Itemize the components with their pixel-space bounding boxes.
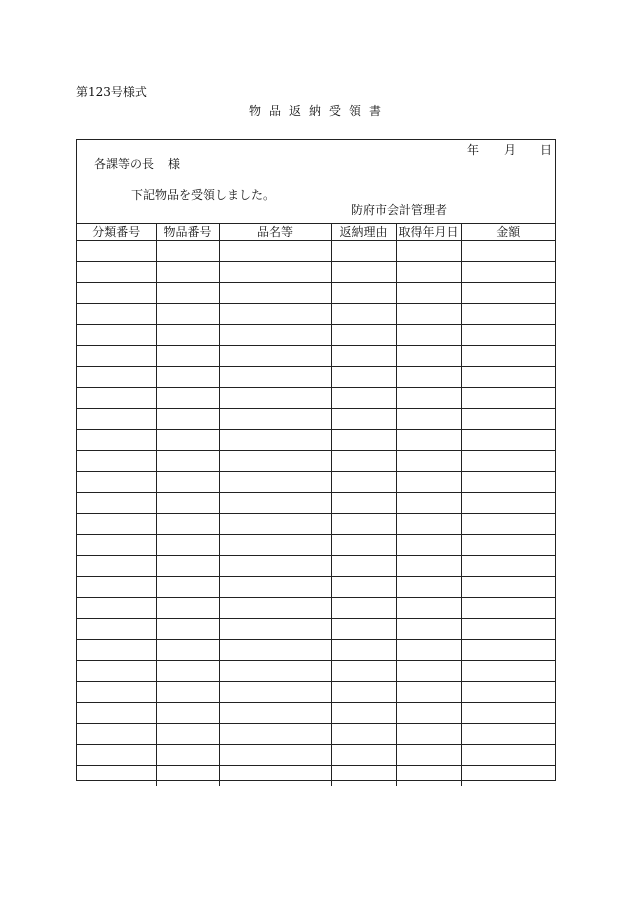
table-row	[77, 451, 555, 472]
cell-classification-number	[77, 598, 156, 619]
cell-amount	[461, 325, 555, 346]
receipt-statement: 下記物品を受領しました。	[131, 188, 276, 202]
cell-return-reason	[331, 514, 396, 535]
cell-acquisition-date	[396, 346, 461, 367]
cell-amount	[461, 640, 555, 661]
cell-classification-number	[77, 556, 156, 577]
table-row	[77, 682, 555, 703]
cell-classification-number	[77, 304, 156, 325]
cell-classification-number	[77, 325, 156, 346]
cell-acquisition-date	[396, 430, 461, 451]
cell-item-number	[156, 535, 219, 556]
cell-item-name	[219, 367, 331, 388]
cell-acquisition-date	[396, 766, 461, 787]
cell-classification-number	[77, 766, 156, 787]
cell-acquisition-date	[396, 241, 461, 262]
items-table-body	[77, 241, 555, 787]
cell-amount	[461, 388, 555, 409]
cell-item-number	[156, 703, 219, 724]
cell-item-name	[219, 409, 331, 430]
cell-amount	[461, 577, 555, 598]
cell-item-number	[156, 388, 219, 409]
column-header-acquisition-date: 取得年月日	[396, 224, 461, 241]
cell-item-number	[156, 745, 219, 766]
table-row	[77, 409, 555, 430]
cell-item-number	[156, 682, 219, 703]
cell-return-reason	[331, 493, 396, 514]
cell-item-number	[156, 493, 219, 514]
table-row	[77, 724, 555, 745]
cell-item-number	[156, 661, 219, 682]
cell-return-reason	[331, 451, 396, 472]
cell-amount	[461, 514, 555, 535]
cell-classification-number	[77, 514, 156, 535]
table-row	[77, 766, 555, 787]
cell-return-reason	[331, 262, 396, 283]
cell-item-name	[219, 430, 331, 451]
cell-amount	[461, 367, 555, 388]
title-char: 領	[349, 104, 362, 118]
cell-return-reason	[331, 661, 396, 682]
cell-return-reason	[331, 283, 396, 304]
table-row	[77, 703, 555, 724]
cell-return-reason	[331, 703, 396, 724]
cell-classification-number	[77, 472, 156, 493]
cell-amount	[461, 241, 555, 262]
cell-amount	[461, 430, 555, 451]
cell-item-name	[219, 745, 331, 766]
cell-item-name	[219, 619, 331, 640]
recipient-name: 各課等の長	[94, 157, 155, 171]
cell-return-reason	[331, 241, 396, 262]
cell-acquisition-date	[396, 724, 461, 745]
cell-return-reason	[331, 409, 396, 430]
cell-amount	[461, 535, 555, 556]
table-row	[77, 472, 555, 493]
cell-item-number	[156, 640, 219, 661]
cell-item-name	[219, 493, 331, 514]
table-row	[77, 283, 555, 304]
cell-item-number	[156, 409, 219, 430]
cell-item-number	[156, 346, 219, 367]
cell-acquisition-date	[396, 493, 461, 514]
table-row	[77, 577, 555, 598]
cell-acquisition-date	[396, 598, 461, 619]
table-row	[77, 262, 555, 283]
cell-acquisition-date	[396, 472, 461, 493]
cell-item-number	[156, 472, 219, 493]
cell-classification-number	[77, 262, 156, 283]
cell-amount	[461, 661, 555, 682]
cell-item-number	[156, 241, 219, 262]
cell-return-reason	[331, 346, 396, 367]
cell-item-number	[156, 325, 219, 346]
cell-amount	[461, 304, 555, 325]
cell-amount	[461, 472, 555, 493]
cell-item-number	[156, 430, 219, 451]
cell-classification-number	[77, 661, 156, 682]
table-row	[77, 241, 555, 262]
recipient-line	[94, 157, 180, 171]
cell-return-reason	[331, 640, 396, 661]
receipt-form-frame	[76, 139, 556, 781]
cell-item-number	[156, 304, 219, 325]
cell-item-name	[219, 598, 331, 619]
cell-return-reason	[331, 724, 396, 745]
cell-item-number	[156, 367, 219, 388]
cell-classification-number	[77, 430, 156, 451]
cell-classification-number	[77, 619, 156, 640]
column-header-item-name: 品名等	[219, 224, 331, 241]
title-char: 書	[369, 104, 382, 118]
cell-classification-number	[77, 745, 156, 766]
column-header-return-reason: 返納理由	[331, 224, 396, 241]
cell-return-reason	[331, 472, 396, 493]
cell-classification-number	[77, 409, 156, 430]
title-char: 返	[288, 104, 301, 118]
cell-item-name	[219, 241, 331, 262]
cell-amount	[461, 724, 555, 745]
cell-classification-number	[77, 577, 156, 598]
cell-amount	[461, 346, 555, 367]
cell-item-name	[219, 388, 331, 409]
table-row	[77, 430, 555, 451]
column-header-item-number: 物品番号	[156, 224, 219, 241]
column-header-classification-number: 分類番号	[92, 225, 141, 239]
cell-return-reason	[331, 577, 396, 598]
recipient-honorific: 様	[168, 157, 181, 171]
issuer-name: 防府市会計管理者	[351, 203, 448, 217]
cell-item-number	[156, 577, 219, 598]
cell-amount	[461, 766, 555, 787]
cell-item-name	[219, 724, 331, 745]
table-row	[77, 388, 555, 409]
cell-acquisition-date	[396, 703, 461, 724]
items-table	[77, 224, 555, 786]
cell-item-number	[156, 556, 219, 577]
table-row	[77, 304, 555, 325]
cell-acquisition-date	[396, 367, 461, 388]
table-row	[77, 598, 555, 619]
cell-return-reason	[331, 745, 396, 766]
cell-amount	[461, 598, 555, 619]
cell-classification-number	[77, 703, 156, 724]
cell-item-name	[219, 703, 331, 724]
cell-acquisition-date	[396, 262, 461, 283]
cell-acquisition-date	[396, 640, 461, 661]
cell-classification-number	[77, 493, 156, 514]
cell-item-name	[219, 640, 331, 661]
cell-item-name	[219, 577, 331, 598]
cell-acquisition-date	[396, 514, 461, 535]
cell-return-reason	[331, 619, 396, 640]
title-char: 受	[329, 104, 342, 118]
cell-amount	[461, 556, 555, 577]
cell-return-reason	[331, 388, 396, 409]
cell-item-number	[156, 766, 219, 787]
cell-return-reason	[331, 556, 396, 577]
cell-return-reason	[331, 535, 396, 556]
table-row	[77, 514, 555, 535]
cell-acquisition-date	[396, 388, 461, 409]
cell-item-number	[156, 451, 219, 472]
cell-return-reason	[331, 766, 396, 787]
date-month-label: 月	[504, 143, 517, 157]
table-header-row	[77, 224, 555, 241]
cell-item-name	[219, 535, 331, 556]
form-header-box	[77, 140, 555, 224]
cell-acquisition-date	[396, 535, 461, 556]
cell-classification-number	[77, 367, 156, 388]
cell-item-number	[156, 598, 219, 619]
cell-return-reason	[331, 325, 396, 346]
cell-acquisition-date	[396, 661, 461, 682]
table-row	[77, 493, 555, 514]
cell-amount	[461, 745, 555, 766]
cell-classification-number	[77, 724, 156, 745]
cell-item-name	[219, 766, 331, 787]
cell-amount	[461, 262, 555, 283]
cell-item-name	[219, 451, 331, 472]
cell-acquisition-date	[396, 283, 461, 304]
cell-acquisition-date	[396, 304, 461, 325]
cell-amount	[461, 493, 555, 514]
cell-item-number	[156, 619, 219, 640]
cell-item-number	[156, 262, 219, 283]
table-row	[77, 745, 555, 766]
table-row	[77, 661, 555, 682]
cell-classification-number	[77, 241, 156, 262]
document-title	[0, 104, 630, 118]
title-char: 物	[248, 104, 261, 118]
cell-return-reason	[331, 430, 396, 451]
cell-acquisition-date	[396, 556, 461, 577]
cell-return-reason	[331, 304, 396, 325]
cell-return-reason	[331, 598, 396, 619]
cell-item-name	[219, 325, 331, 346]
form-number: 第123号様式	[76, 85, 147, 99]
cell-item-name	[219, 661, 331, 682]
table-row	[77, 640, 555, 661]
table-row	[77, 346, 555, 367]
cell-amount	[461, 409, 555, 430]
cell-item-name	[219, 283, 331, 304]
cell-amount	[461, 619, 555, 640]
cell-acquisition-date	[396, 619, 461, 640]
cell-item-name	[219, 556, 331, 577]
title-char: 納	[308, 104, 321, 118]
cell-item-name	[219, 472, 331, 493]
cell-acquisition-date	[396, 682, 461, 703]
cell-item-name	[219, 514, 331, 535]
cell-acquisition-date	[396, 409, 461, 430]
cell-item-name	[219, 262, 331, 283]
cell-classification-number	[77, 283, 156, 304]
date-year-label: 年	[467, 143, 480, 157]
cell-item-number	[156, 724, 219, 745]
cell-item-name	[219, 304, 331, 325]
table-row	[77, 325, 555, 346]
cell-amount	[461, 283, 555, 304]
date-day-label: 日	[540, 143, 553, 157]
table-row	[77, 535, 555, 556]
cell-classification-number	[77, 682, 156, 703]
cell-acquisition-date	[396, 451, 461, 472]
cell-classification-number	[77, 640, 156, 661]
cell-item-name	[219, 682, 331, 703]
cell-item-name	[219, 346, 331, 367]
table-row	[77, 619, 555, 640]
cell-item-number	[156, 283, 219, 304]
cell-amount	[461, 451, 555, 472]
cell-classification-number	[77, 451, 156, 472]
cell-amount	[461, 682, 555, 703]
cell-return-reason	[331, 367, 396, 388]
cell-acquisition-date	[396, 745, 461, 766]
column-header-amount: 金額	[461, 224, 555, 241]
cell-classification-number	[77, 346, 156, 367]
table-row	[77, 367, 555, 388]
cell-acquisition-date	[396, 577, 461, 598]
cell-classification-number	[77, 535, 156, 556]
cell-classification-number	[77, 388, 156, 409]
title-char: 品	[268, 104, 281, 118]
cell-amount	[461, 703, 555, 724]
table-row	[77, 556, 555, 577]
cell-acquisition-date	[396, 325, 461, 346]
cell-return-reason	[331, 682, 396, 703]
cell-item-number	[156, 514, 219, 535]
